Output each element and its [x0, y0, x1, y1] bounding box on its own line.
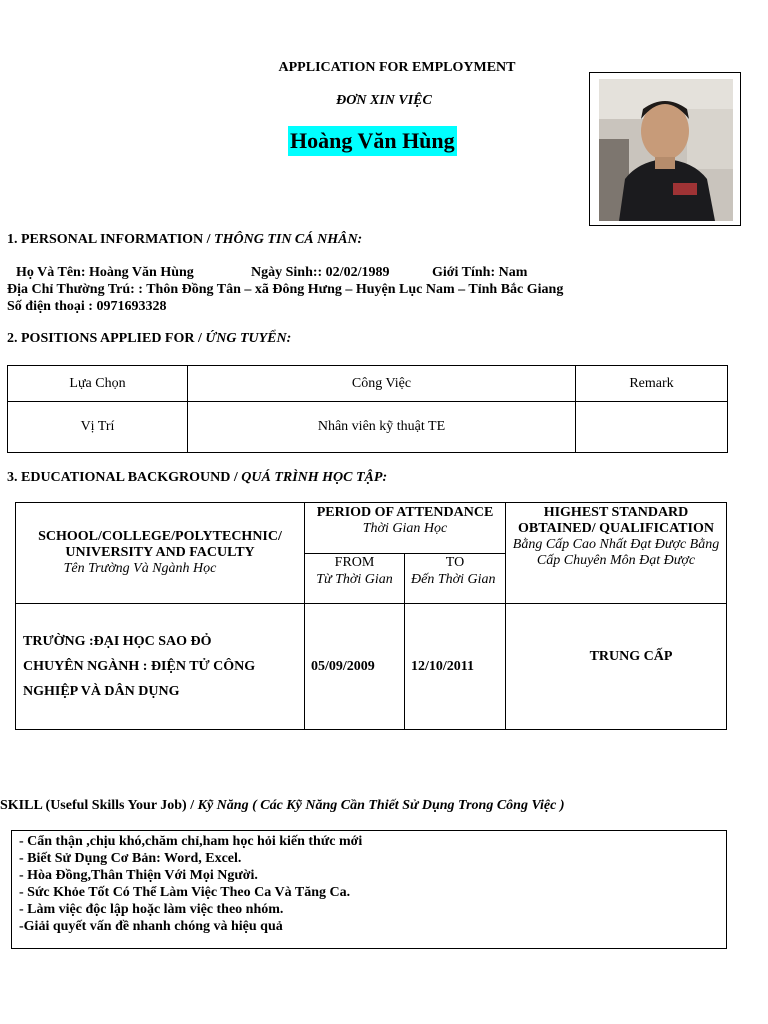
table-row: [8, 402, 728, 453]
list-item: - Cẩn thận ,chịu khó,chăm chỉ,ham học hỏi kiến thức mới: [19, 834, 363, 849]
dob-line: Ngày Sinh:: 02/02/1989: [251, 265, 390, 280]
qualification-header-en: HIGHEST STANDARD OBTAINED/ QUALIFICATION: [518, 505, 714, 536]
school-name: TRƯỜNG :ĐẠI HỌC SAO ĐỎ: [23, 634, 212, 649]
column-header-from: [305, 554, 405, 604]
school-major: CHUYÊN NGÀNH : ĐIỆN TỬ CÔNG NGHIỆP VÀ DÂN DỤNG: [23, 659, 256, 699]
title-en: APPLICATION FOR EMPLOYMENT: [278, 60, 516, 75]
table-cell: Vị Trí: [8, 402, 188, 453]
school-cell: [16, 604, 305, 730]
title-vi: ĐƠN XIN VIỆC: [336, 93, 432, 108]
list-item: - Sức Khỏe Tốt Có Thể Làm Việc Theo Ca Và Tăng Ca.: [19, 885, 351, 900]
from-header-vi: Từ Thời Gian: [316, 572, 393, 587]
education-table: [15, 502, 727, 730]
table-header-row: [16, 503, 727, 554]
phone-line: Số điện thoại : 0971693328: [7, 299, 167, 314]
qualification-header-vi: Bằng Cấp Cao Nhất Đạt Được Bằng Cấp Chuyên Môn Đạt Được: [512, 537, 720, 568]
gender-line: Giới Tính: Nam: [432, 265, 528, 280]
positions-heading-vi: ỨNG TUYỂN:: [205, 331, 292, 346]
positions-heading-en: 2. POSITIONS APPLIED FOR /: [7, 331, 206, 346]
period-header-en: PERIOD OF ATTENDANCE: [316, 505, 494, 520]
applicant-photo: [589, 72, 741, 226]
table-cell: [576, 402, 728, 453]
from-header-en: FROM: [334, 555, 375, 570]
school-header-en: SCHOOL/COLLEGE/POLYTECHNIC/ UNIVERSITY AND FACULTY: [38, 529, 282, 560]
skills-heading-en: SKILL (Useful Skills Your Job) /: [0, 798, 198, 813]
list-item: - Hòa Đồng,Thân Thiện Với Mọi Người.: [19, 868, 258, 883]
positions-heading: [7, 331, 291, 347]
list-item: -Giải quyết vấn đề nhanh chóng và hiệu quả: [19, 919, 283, 934]
name-line: Họ Và Tên: Hoàng Văn Hùng: [16, 265, 194, 280]
column-header-qualification: [506, 503, 727, 604]
list-item: - Làm việc độc lập hoặc làm việc theo nhóm.: [19, 902, 284, 917]
to-header-vi: Đến Thời Gian: [411, 572, 496, 587]
education-heading-vi: QUÁ TRÌNH HỌC TẬP:: [241, 470, 388, 485]
period-header-vi: Thời Gian Học: [362, 521, 448, 536]
column-header: Remark: [576, 366, 728, 402]
skills-box: [11, 830, 727, 949]
qualification-cell: TRUNG CẤP: [506, 604, 727, 730]
table-row: [16, 604, 727, 730]
from-cell: 05/09/2009: [305, 604, 405, 730]
column-header-to: [405, 554, 506, 604]
column-header: Công Việc: [188, 366, 576, 402]
column-header: Lựa Chọn: [8, 366, 188, 402]
applicant-name: Hoàng Văn Hùng: [288, 126, 457, 156]
list-item: - Biết Sử Dụng Cơ Bản: Word, Excel.: [19, 851, 242, 866]
personal-heading-vi: THÔNG TIN CÁ NHÂN:: [214, 232, 363, 247]
table-header-row: [8, 366, 728, 402]
column-header-period: [305, 503, 506, 554]
school-header-vi: Tên Trường Và Ngành Học: [63, 561, 217, 576]
column-header-school: [16, 503, 305, 604]
skills-heading-vi: Kỹ Năng ( Các Kỹ Năng Cần Thiết Sử Dụng Trong Công Việc ): [197, 798, 565, 813]
table-cell: Nhân viên kỹ thuật TE: [188, 402, 576, 453]
education-heading-en: 3. EDUCATIONAL BACKGROUND /: [7, 470, 242, 485]
portrait-photo-icon: [599, 79, 733, 221]
to-header-en: TO: [445, 555, 465, 570]
personal-heading-en: 1. PERSONAL INFORMATION /: [7, 232, 215, 247]
address-line: Địa Chỉ Thường Trú: : Thôn Đồng Tân – xã Đông Hưng – Huyện Lục Nam – Tỉnh Bắc Giang: [7, 282, 564, 297]
education-heading: [7, 470, 387, 486]
personal-info-heading: [7, 232, 362, 248]
skills-heading: [0, 798, 564, 814]
positions-table: [7, 365, 728, 453]
to-cell: 12/10/2011: [405, 604, 506, 730]
